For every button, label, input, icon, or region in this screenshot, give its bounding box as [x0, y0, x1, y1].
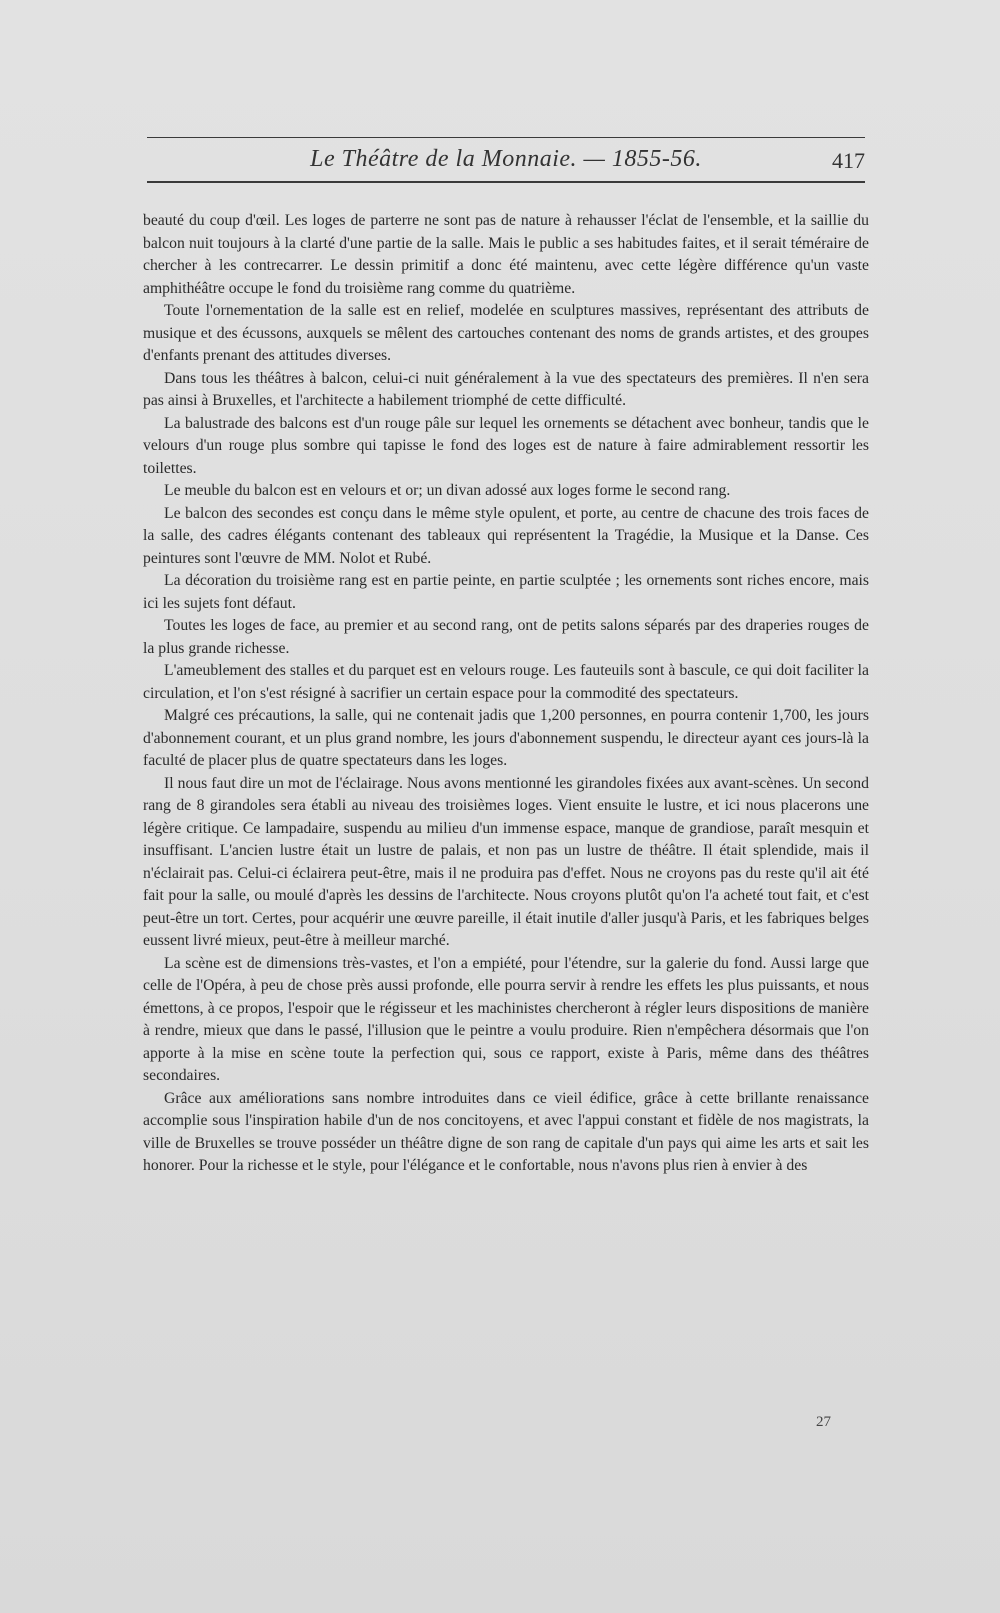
paragraph: Il nous faut dire un mot de l'éclairage. Nous avons mentionné les girandoles fixées aux avant-scènes. Un second rang de 8 girandoles sera établi au niveau des troisièmes loges. Vient ensuite le lustre, et ici nous placerons une légère critique. Ce lampadaire, suspendu au milieu d'un immense espace, manque de grandiose, paraît mesquin et insuffisant. L'ancien lustre était un lustre de palais, et non pas un lustre de théâtre. Il était splendide, mais il n'éclairait pas. Celui-ci éclairera peut-être, mais il ne produira pas d'effet. Nous ne croyons pas du reste qu'il ait été fait pour la salle, ou moulé d'après les dessins de l'architecte. Nous croyons plutôt qu'on l'a acheté tout fait, et c'est peut-être un tort. Certes, pour acquérir une œuvre pareille, il était inutile d'aller jusqu'à Paris, et les fabriques belges eussent livré mieux, peut-être à meilleur marché.: [143, 774, 869, 949]
paragraph: La décoration du troisième rang est en partie peinte, en partie sculptée ; les ornements sont riches encore, mais ici les sujets font défaut.: [143, 572, 869, 612]
running-head: [147, 146, 865, 178]
paragraph: Malgré ces précautions, la salle, qui ne contenait jadis que 1,200 personnes, en pourra contenir 1,700, les jours d'abonnement courant, et un plus grand nombre, les jours d'abonnement suspendu, le directeur ayant ces jours-là la faculté de placer plus de quatre spectateurs dans les loges.: [143, 707, 869, 769]
paragraph: L'ameublement des stalles et du parquet est en velours rouge. Les fauteuils sont à bascule, ce qui doit faciliter la circulation, et l'on s'est résigné à sacrifier un certain espace pour la commodité des spectateurs.: [143, 662, 869, 702]
signature-mark: 27: [816, 1414, 831, 1430]
paragraph: La balustrade des balcons est d'un rouge pâle sur lequel les ornements se détachent avec bonheur, tandis que le velours d'un rouge plus sombre qui tapisse le fond des loges est de nature à faire admirablement ressortir les toilettes.: [143, 414, 869, 477]
paragraph: beauté du coup d'œil. Les loges de parterre ne sont pas de nature à rehausser l'éclat de l'ensemble, et la saillie du balcon nuit toujours à la clarté d'une partie de la salle. Mais le public a ses habitudes faites, et il serait téméraire de chercher à les contrecarrer. Le dessin primitif a donc été maintenu, avec cette légère différence qu'un vaste amphithéâtre occupe le fond du troisième rang comme du quatrième.: [143, 212, 869, 297]
header-rule-bottom: [147, 181, 865, 183]
header-rule-top: [147, 137, 865, 138]
paragraph: Toute l'ornementation de la salle est en relief, modelée en sculptures massives, représentant des attributs de musique et des écussons, auxquels se mêlent des cartouches contenant des noms de grands artistes, et des groupes d'enfants prenant des attitudes diverses.: [143, 302, 869, 364]
paragraph: Grâce aux améliorations sans nombre introduites dans ce vieil édifice, grâce à cette brillante renaissance accomplie sous l'inspiration habile d'un de nos concitoyens, et avec l'appui constant et fidèle de nos magistrats, la ville de Bruxelles se trouve posséder un théâtre digne de son rang de capitale d'un pays qui aime les arts et sait les honorer. Pour la richesse et le style, pour l'élégance et le confortable, nous n'avons plus rien à envier à des: [143, 1089, 869, 1174]
paragraph: Le meuble du balcon est en velours et or; un divan adossé aux loges forme le second rang.: [164, 482, 731, 499]
paragraph: Le balcon des secondes est conçu dans le même style opulent, et porte, au centre de chacune des trois faces de la salle, des cadres élégants contenant des tableaux qui représentent la Tragédie, la Musique et la Danse. Ces peintures sont l'œuvre de MM. Nolot et Rubé.: [143, 504, 869, 567]
paragraph: La scène est de dimensions très-vastes, et l'on a empiété, pour l'étendre, sur la galerie du fond. Aussi large que celle de l'Opéra, à peu de chose près aussi profonde, elle pourra servir à rendre les effets les plus puissants, et nous émettons, à ce propos, l'espoir que le régisseur et les machinistes chercheront à régler leurs dispositions de manière à rendre, mieux que dans le passé, l'illusion que le peintre a voulu produire. Rien n'empêchera désormais que l'on apporte à la mise en scène toute la perfection qui, sous ce rapport, existe à Paris, même dans des théâtres secondaires.: [143, 954, 869, 1084]
page-number: 417: [832, 148, 865, 173]
paragraph: Toutes les loges de face, au premier et au second rang, ont de petits salons séparés par des draperies rouges de la plus grande richesse.: [143, 617, 869, 657]
paragraph: Dans tous les théâtres à balcon, celui-ci nuit généralement à la vue des spectateurs des premières. Il n'en sera pas ainsi à Bruxelles, et l'architecte a habilement triomphé de cette difficulté.: [143, 369, 869, 409]
running-head-title: Le Théâtre de la Monnaie. — 1855-56.: [310, 146, 702, 172]
body-text: [143, 210, 869, 1178]
